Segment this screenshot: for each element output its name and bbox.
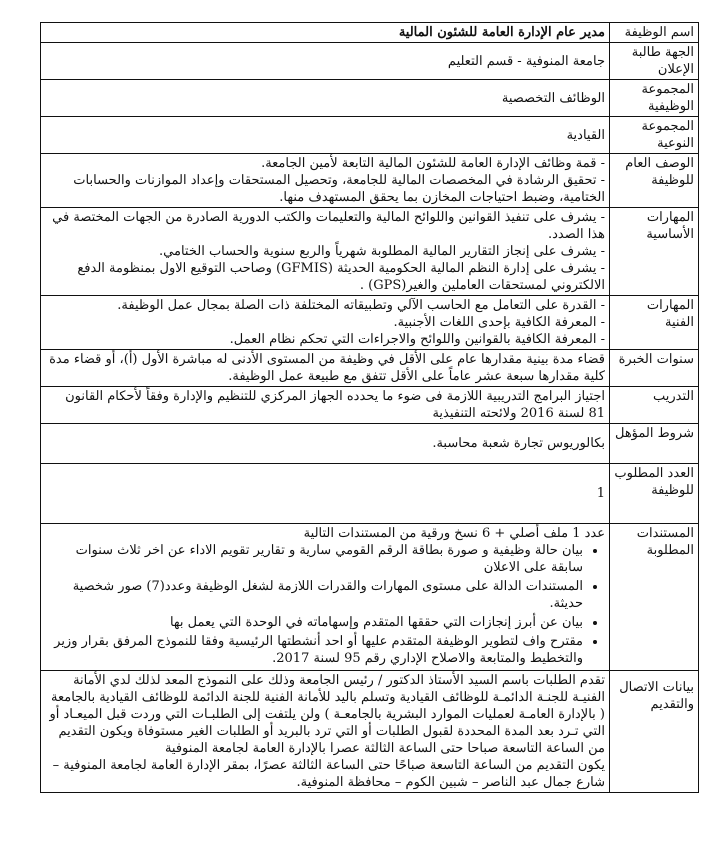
value-agency: جامعة المنوفية - قسم التعليم (41, 43, 610, 80)
list-item: - يشرف على إنجاز التقارير المالية المطلوبة شهرياً والربع سنوية والحساب الختامي. (159, 244, 605, 259)
job-details-table (40, 22, 699, 793)
value-documents (41, 524, 610, 671)
label-qualitative-group: المجموعة النوعية (610, 117, 699, 154)
value-job-group: الوظائف التخصصية (41, 80, 610, 117)
value-required-count: 1 (41, 464, 610, 524)
label-job-title: اسم الوظيفة (610, 23, 699, 43)
list-item: - القدرة على التعامل مع الحاسب الآلي وتطبيقاته المختلفة ذات الصلة بمجال عمل الوظيفة. (117, 298, 605, 313)
row-job-group (41, 80, 699, 117)
value-description (41, 154, 610, 208)
label-description: الوصف العام للوظيفة (610, 154, 699, 208)
row-job-title (41, 23, 699, 43)
list-item: • بيان حالة وظيفية و صورة بطاقة الرقم القومي سارية و تقارير تقويم الاداء عن اخر ثلاث سنوات سابقة على الاعلان (45, 542, 583, 576)
list-item: • بيان عن أبرز إنجازات التي حققها المتقدم وإسهاماته في الوحدة التي يعمل بها (45, 614, 583, 631)
contact-paragraph: يكون التقديم من الساعة التاسعة صباحًا حتى الساعة الثالثة عصرًا، بمقر الإدارة العامة لجامعة المنوفية – شارع جمال عبد الناصر – شبين الكوم – محافظة المنوفية. (52, 758, 605, 790)
list-item: - قمة وظائف الإدارة العامة للشئون المالية التابعة لأمين الجامعة. (261, 156, 605, 171)
label-experience: سنوات الخبرة (610, 350, 699, 387)
row-description (41, 154, 699, 208)
label-qualification: شروط المؤهل (610, 424, 699, 464)
value-contact (41, 671, 610, 793)
row-qualification (41, 424, 699, 464)
value-basic-skills (41, 208, 610, 296)
value-qualification: بكالوريوس تجارة شعبة محاسبة. (41, 424, 610, 464)
label-documents: المستندات المطلوبة (610, 524, 699, 671)
list-item: • المستندات الدالة على مستوى المهارات والقدرات اللازمة لشغل الوظيفة وعدد(7) صور شخصية حديثة. (45, 578, 583, 612)
list-item: - يشرف على تنفيذ القوانين واللوائح المالية والتعليمات والكتب الدورية الصادرة من الجهات المختصة في هذا الصدد. (52, 210, 605, 242)
label-training: التدريب (610, 387, 699, 424)
documents-list (45, 542, 605, 667)
label-agency: الجهة طالبة الإعلان (610, 43, 699, 80)
row-qualitative-group (41, 117, 699, 154)
row-experience (41, 350, 699, 387)
list-item: - المعرفة الكافية بالقوانين واللوائح والاجراءات التي تحكم نظام العمل. (229, 332, 605, 347)
row-contact (41, 671, 699, 793)
label-basic-skills: المهارات الأساسية (610, 208, 699, 296)
row-agency (41, 43, 699, 80)
value-technical-skills (41, 296, 610, 350)
row-documents (41, 524, 699, 671)
basic-skills-list (45, 209, 605, 294)
value-training: اجتياز البرامج التدريبية اللازمة فى ضوء ما يحدده الجهاز المركزي للتنظيم والإدارة وفقاً لأحكام القانون 81 لسنة 2016 ولائحته التنفيذية (41, 387, 610, 424)
list-item: • مقترح واف لتطوير الوظيفة المتقدم عليها أو احد أنشطتها الرئيسية وفقا للنموذج المرفق بقرار وزير والتخطيط والمتابعة والاصلاح الإداري رقم 95 لسنة 2017. (45, 633, 583, 667)
technical-skills-list (45, 297, 605, 348)
value-qualitative-group: القيادية (41, 117, 610, 154)
label-required-count: العدد المطلوب للوظيفة (610, 464, 699, 524)
list-item: - تحقيق الرشادة في المخصصات المالية للجامعة، وتحصيل المستحقات وإعداد الموازنات والحسابات الختامية، وضبط احتياجات المخازن بما يحقق المستهدف منها. (73, 173, 605, 205)
row-technical-skills (41, 296, 699, 350)
label-contact: بيانات الاتصال والتقديم (610, 671, 699, 793)
list-item: - يشرف على إدارة النظم المالية الحكومية الحديثة (GFMIS) وصاحب التوقيع الاول بمنظومة الدفع الالكتروني لمستحقات العاملين والغير(GPS) . (77, 261, 605, 293)
value-experience: قضاء مدة بينية مقدارها عام على الأقل في وظيفة من المستوى الأدنى له مباشرة الأول (أ)، أو قضاء مدة كلية مقدارها سبعة عشر عاماً على الأقل تتفق مع طبيعة عمل الوظيفة. (41, 350, 610, 387)
value-job-title: مدير عام الإدارة العامة للشئون المالية (41, 23, 610, 43)
contact-paragraph: تقدم الطلبات باسم السيد الأستاذ الدكتور / رئيس الجامعة وذلك على النموذج المعد لذلك لدي الأمانة الفنيـة للجنـة الدائمـة للوظائف القيادية وتسلم باليد للأمانة الفنية للجنة الدائمة للوظائف القيادية بالجامعة ( بالإدارة العامـة لعمليات الموارد البشرية بالجامعـة ) ولن يلتفت إلى الطلبـات التي وردت قبل الميعـاد أو التي تـرد بعد المدة المحددة لقبول الطلبات أو التي ترد بالبريد أو الطلبات الغير مستوفاة ويكون التقديم من الساعة التاسعة صباحا حتى الساعة الثالثة عصرا بالإدارة العامة لجامعة المنوفية (49, 673, 605, 756)
description-list (45, 155, 605, 206)
documents-intro: عدد 1 ملف أصلي + 6 نسخ ورقية من المستندات التالية (303, 526, 605, 541)
row-basic-skills (41, 208, 699, 296)
label-job-group: المجموعة الوظيفية (610, 80, 699, 117)
list-item: - المعرفة الكافية بإحدى اللغات الأجنبية. (393, 315, 605, 330)
label-technical-skills: المهارات الفنية (610, 296, 699, 350)
row-required-count (41, 464, 699, 524)
row-training (41, 387, 699, 424)
